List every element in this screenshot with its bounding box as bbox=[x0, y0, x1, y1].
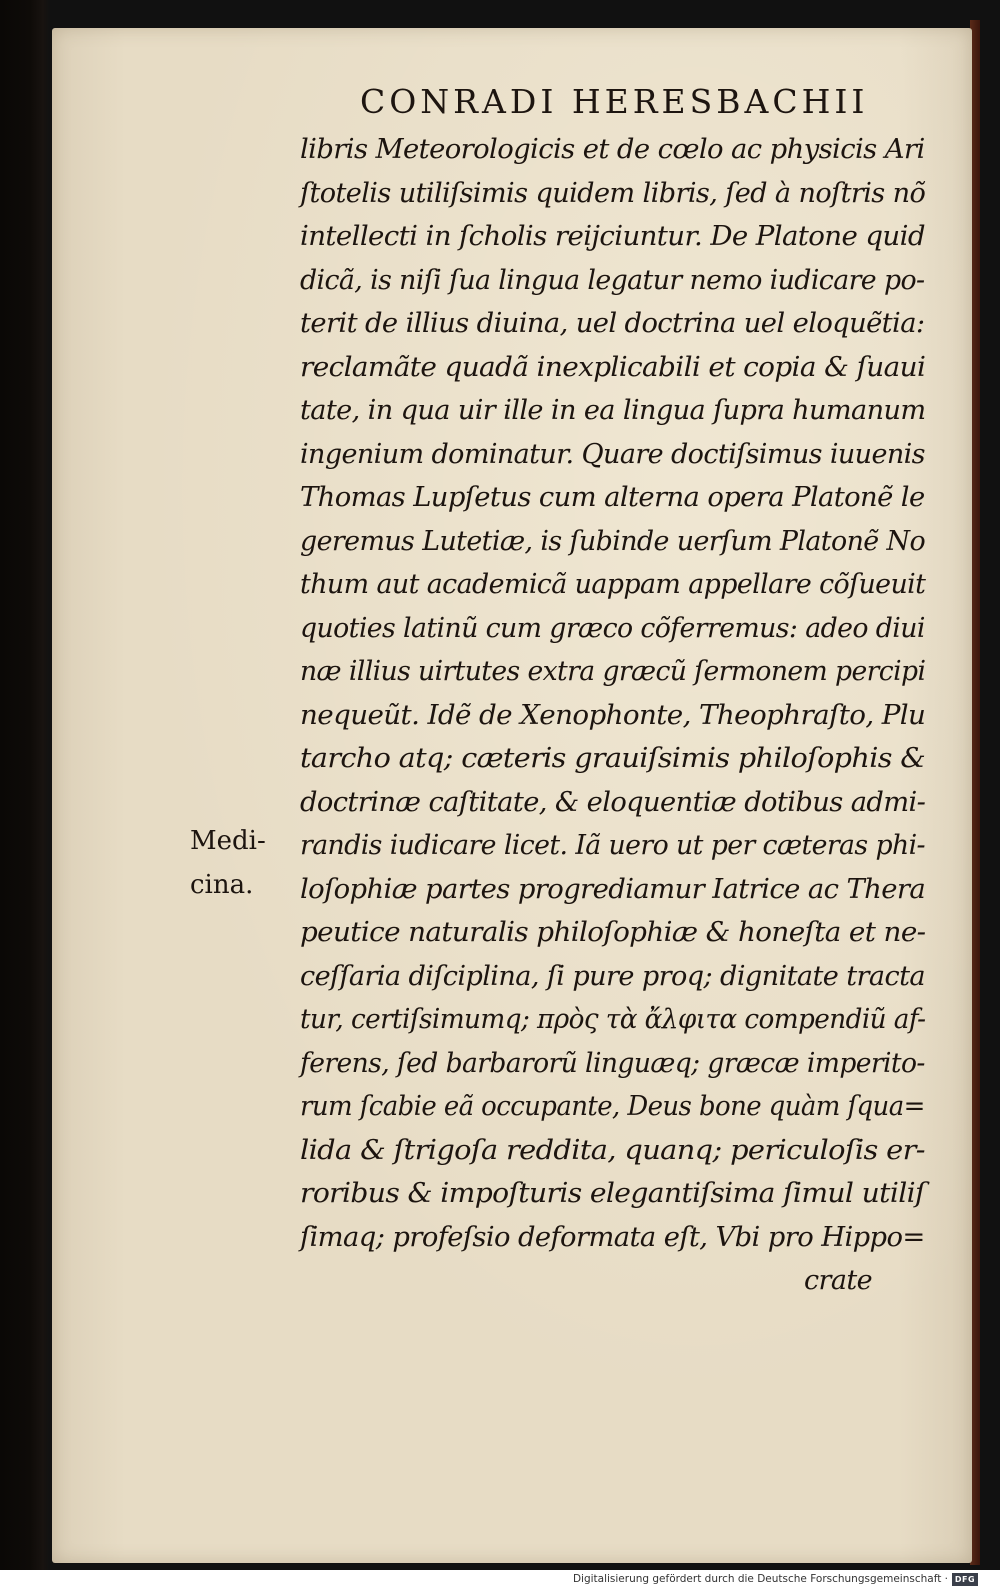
text-line: randis iudicare licet. Iã uero ut per cæteras phi- bbox=[300, 830, 925, 861]
text-line: ferens, ſed barbarorũ linguæq; græcæ imperito- bbox=[300, 1047, 925, 1079]
dfg-logo: DFG bbox=[952, 1573, 978, 1586]
footer-credit: Digitalisierung gefördert durch die Deutsche Forschungsgemeinschaft · bbox=[572, 1573, 948, 1585]
text-line: ſimaq; profeſsio deformata eſt, Vbi pro Hippo= bbox=[300, 1221, 925, 1253]
running-head: CONRADI HERESBACHII bbox=[360, 82, 869, 121]
text-line: tur, certiſsimumq; πρὸς τὰ ἄλφιτα compendiũ af- bbox=[300, 1004, 926, 1035]
text-line: libris Meteorologicis et de cœlo ac physicis Ari bbox=[300, 134, 925, 165]
margin-note bbox=[190, 820, 300, 907]
text-line: rum ſcabie eã occupante, Deus bone quàm ſqua= bbox=[300, 1091, 925, 1122]
text-line: Thomas Lupſetus cum alterna opera Platonẽ le bbox=[300, 482, 925, 513]
margin-note-line: Medi- bbox=[190, 826, 266, 856]
catchword: crate bbox=[804, 1265, 872, 1296]
text-line: ceſſaria diſciplina, ſi pure proq; dignitate tracta bbox=[300, 960, 925, 992]
text-line: loſophiæ partes progrediamur Iatrice ac Thera bbox=[300, 873, 926, 905]
text-line: nequeũt. Idẽ de Xenophonte, Theophraſto, Plu bbox=[300, 699, 926, 731]
text-line: terit de illius diuina, uel doctrina uel eloquẽtia: bbox=[300, 308, 925, 339]
text-line: tarcho atq; cæteris grauiſsimis philoſophis & bbox=[300, 743, 926, 774]
text-line: thum aut academicã uappam appellare cõſueuit bbox=[300, 569, 926, 600]
text-line: lida & ſtrigoſa reddita, quanq; periculoſis er- bbox=[300, 1134, 925, 1166]
text-line: næ illius uirtutes extra græcũ ſermonem percipi bbox=[300, 656, 926, 687]
text-line: quoties latinũ cum græco cõferremus: adeo diui bbox=[300, 612, 925, 644]
text-line: intellecti in ſcholis reijciuntur. De Platone quid bbox=[300, 221, 925, 252]
text-line: dicã, is niſi ſua lingua legatur nemo iudicare po- bbox=[300, 264, 925, 296]
text-line: roribus & impoſturis elegantiſsima ſimul utiliſ bbox=[300, 1178, 925, 1209]
text-line: reclamãte quadã inexplicabili et copia & ſuaui bbox=[300, 351, 926, 383]
text-line: ingenium dominatur. Quare doctiſsimus iuuenis bbox=[300, 438, 925, 470]
margin-note-line: cina. bbox=[190, 869, 254, 900]
text-line: peutice naturalis philoſophiæ & honeſta et ne- bbox=[300, 917, 926, 948]
text-line: tate, in qua uir ille in ea lingua ſupra humanum bbox=[300, 395, 926, 426]
text-line: geremus Lutetiæ, is ſubinde uerſum Platonẽ No bbox=[300, 525, 926, 557]
text-line: doctrinæ caſtitate, & eloquentiæ dotibus admi- bbox=[300, 786, 926, 818]
text-line: ſtotelis utiliſsimis quidem libris, ſed à noſtris nõ bbox=[300, 177, 926, 209]
text-block bbox=[300, 128, 930, 1303]
